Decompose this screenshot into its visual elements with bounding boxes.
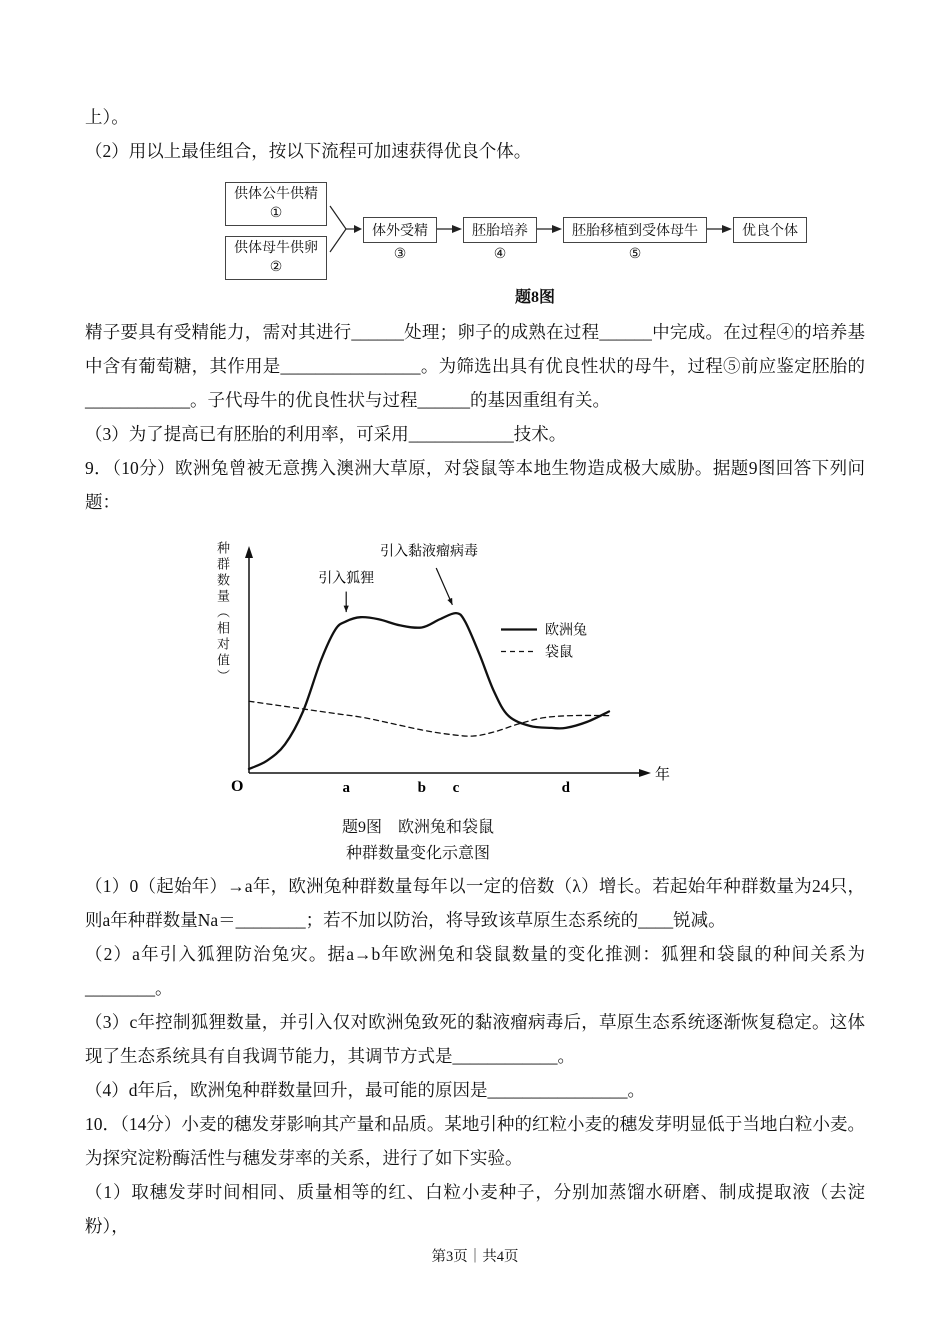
flow-step-transfer: [563, 217, 707, 263]
q10-stem: 10．（14分）小麦的穗发芽影响其产量和品质。某地引种的红粒小麦的穗发芽明显低于当地白粒小麦。为探究淀粉酶活性与穗发芽率的关系，进行了如下实验。: [85, 1114, 865, 1168]
legend-label-1: 袋鼠: [545, 645, 573, 661]
q8-part2-intro: （2）用以上最佳组合，按以下流程可加速获得优良个体。: [85, 141, 532, 161]
page-number-footer: 第3页｜共4页: [431, 1249, 519, 1265]
x-axis-label: 年: [655, 767, 671, 783]
q9-sub3: （3）c年控制狐狸数量，并引入仅对欧洲兔致死的黏液瘤病毒后，草原生态系统逐渐恢复稳定。这体现了生态系统具有自我调节能力，其调节方式是____________。: [85, 1012, 865, 1066]
carryover-text: 上）。: [85, 107, 129, 127]
flow-step-number: ⑤: [628, 247, 642, 262]
flow-box-number: ①: [269, 206, 283, 221]
q9-chart: [203, 525, 763, 867]
flow-box-number: ②: [269, 260, 283, 275]
arrow-icon: [707, 223, 733, 235]
curve-series-1: [249, 701, 609, 736]
q10-sub1: （1）取穗发芽时间相同、质量相等的红、白粒小麦种子，分别加蒸馏水研磨、制成提取液（去淀粉），: [85, 1182, 865, 1236]
origin-label: O: [231, 778, 244, 795]
q8-fill-paragraph: 精子要具有受精能力，需对其进行______处理；卵子的成熟在过程______中完成。在过程④的培养基中含有葡萄糖，其作用是________________。为筛选出具有优良性状的母牛，过程⑤前应鉴定胚胎的____________。子代母牛的优良性状与过程______的基因重组有关。: [85, 322, 865, 410]
legend-label-0: 欧洲兔: [545, 623, 587, 639]
arrow-icon: [437, 223, 463, 235]
flow-box-ivf: 体外受精: [363, 217, 437, 243]
flow-box-transfer: 胚胎移植到受体母牛: [563, 217, 707, 243]
merge-arrow-icon: [327, 182, 363, 276]
flow-step-culture: [463, 217, 537, 263]
chart-y-axis-label: 种群数量（相对值）: [215, 541, 230, 685]
population-chart-svg: [203, 525, 683, 815]
x-tick-c: c: [452, 780, 460, 796]
flow-box-donor-bull: [225, 182, 327, 226]
flow-step-number: ④: [493, 247, 507, 262]
annotation-1: 引入黏液瘤病毒: [380, 544, 478, 560]
flow-box-label: 供体母牛供卵: [234, 241, 318, 256]
q9-sub2: （2）a年引入狐狸防治兔灾。据a→b年欧洲兔和袋鼠数量的变化推测：狐狸和袋鼠的种间关系为________。: [85, 944, 865, 998]
annotation-0: 引入狐狸: [318, 571, 375, 587]
flow-box-culture: 胚胎培养: [463, 217, 537, 243]
donor-boxes: [225, 182, 327, 280]
flow-step-result: [733, 217, 807, 246]
flow-step-ivf: [363, 217, 437, 263]
x-tick-d: d: [561, 780, 570, 796]
x-tick-a: a: [342, 780, 350, 796]
flow-box-label: 供体公牛供精: [234, 187, 318, 202]
arrow-icon: [537, 223, 563, 235]
annotation-arrowhead-icon: [344, 606, 349, 613]
q8-flowchart: [225, 182, 865, 280]
figure9-caption-title: 题9图 欧洲兔和袋鼠: [341, 819, 494, 836]
q9-stem: 9．（10分）欧洲兔曾被无意携入澳洲大草原，对袋鼠等本地生物造成极大威胁。据题9图回答下列问题：: [85, 458, 865, 512]
q9-sub4: （4）d年后，欧洲兔种群数量回升，最可能的原因是________________。: [85, 1080, 645, 1100]
figure9-caption-subtitle: 种群数量变化示意图: [345, 845, 490, 862]
flow-step-number: ③: [393, 247, 407, 262]
figure8-caption: 题8图: [514, 289, 555, 306]
annotation-arrowhead-icon: [447, 598, 452, 605]
flow-box-donor-cow: [225, 236, 327, 280]
x-axis-arrow-icon: [639, 769, 651, 777]
q8-part3: （3）为了提高已有胚胎的利用率，可采用____________技术。: [85, 424, 567, 444]
y-axis-arrow-icon: [245, 546, 253, 558]
q9-sub1: （1）0（起始年）→a年，欧洲兔种群数量每年以一定的倍数（λ）增长。若起始年种群数量为24只，则a年种群数量Na＝________；若不加以防治，将导致该草原生态系统的____锐减。: [85, 876, 865, 930]
exam-page-content: [85, 100, 865, 1243]
x-tick-b: b: [417, 780, 426, 796]
flow-box-result: 优良个体: [733, 217, 807, 243]
